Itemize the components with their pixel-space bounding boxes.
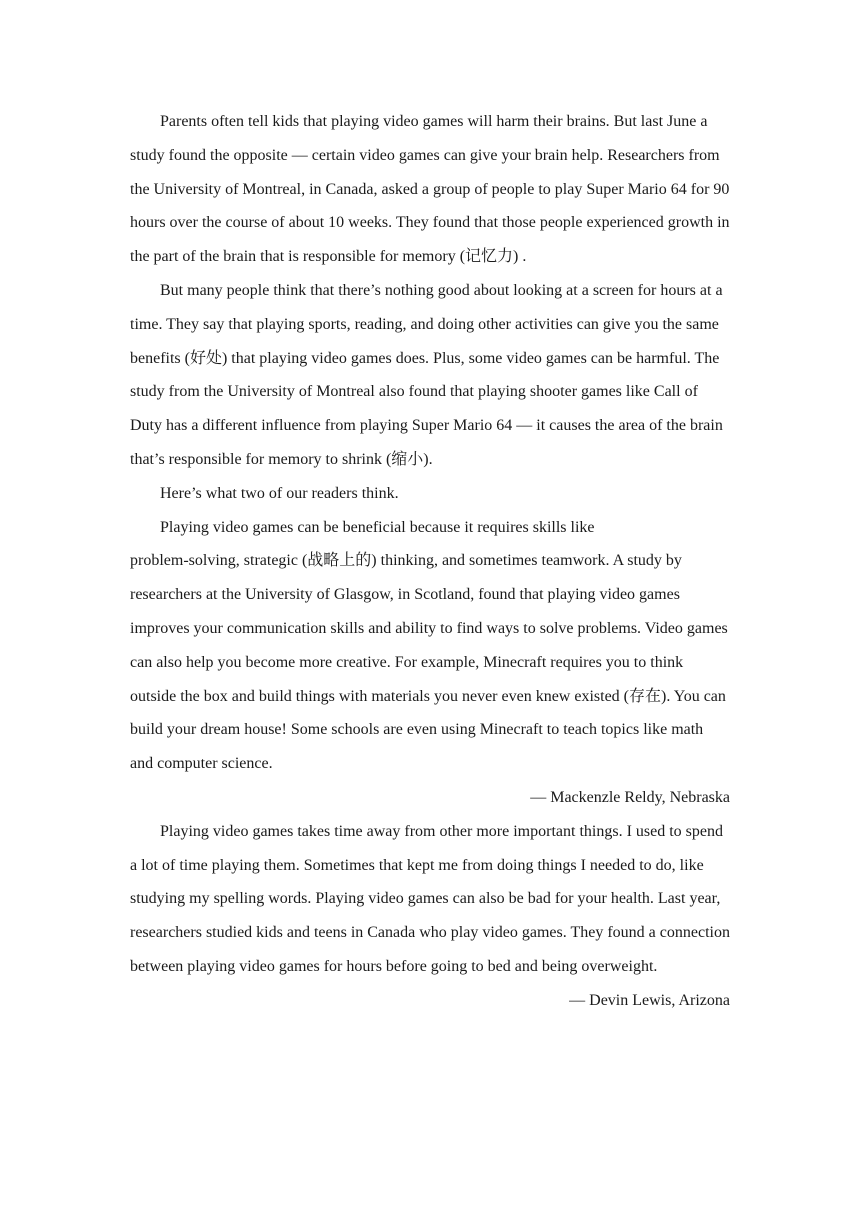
reader1-signature: — Mackenzle Reldy, Nebraska	[530, 788, 730, 806]
paragraph-readers-intro: Here’s what two of our readers think.	[160, 484, 399, 502]
paragraph-intro: Parents often tell kids that playing video games will harm their brains. But last June a study found the opposite — certain video games can give your brain help. Researchers from the University of Montreal, in Canada, asked a group of people to play Super Mario 64 for 90 hours over the course of about 10 weeks. They found that those people experienced growth in the part of the brain that is responsible for memory (记忆力) .	[130, 113, 730, 266]
reader2-opinion: Playing video games takes time away from other more important things. I used to spend a lot of time playing them. Sometimes that kept me from doing things I needed to do, like studying my spelling words. Playing video games can also be bad for your health. Last year, researchers studied kids and teens in Canada who play video games. They found a connection between playing video games for hours before going to bed and being overweight.	[130, 822, 730, 975]
paragraph-counterpoint: But many people think that there’s nothing good about looking at a screen for hours at a time. They say that playing sports, reading, and doing other activities can give you the same benefits (好处) that playing video games does. Plus, some video games can be harmful. The study from the University of Montreal also found that playing shooter games like Call of Duty has a different influence from playing Super Mario 64 — it causes the area of the brain that’s responsible for memory to shrink (缩小).	[130, 281, 723, 468]
reader1-rest: problem-solving, strategic (战略上的) thinking, and sometimes teamwork. A study by researchers at the University of Glasgow, in Scotland, found that playing video games improves your communication skills and ability to find ways to solve problems. Video games can also help you become more creative. For example, Minecraft requires you to think outside the box and build things with materials you never even knew existed (存在). You can build your dream house! Some schools are even using Minecraft to teach topics like math and computer science.	[130, 552, 728, 773]
document-body	[130, 105, 730, 1018]
reader2-signature: — Devin Lewis, Arizona	[569, 991, 730, 1009]
reader1-first-line: Playing video games can be beneficial because it requires skills like	[160, 518, 595, 536]
reader1-opinion	[130, 511, 730, 781]
